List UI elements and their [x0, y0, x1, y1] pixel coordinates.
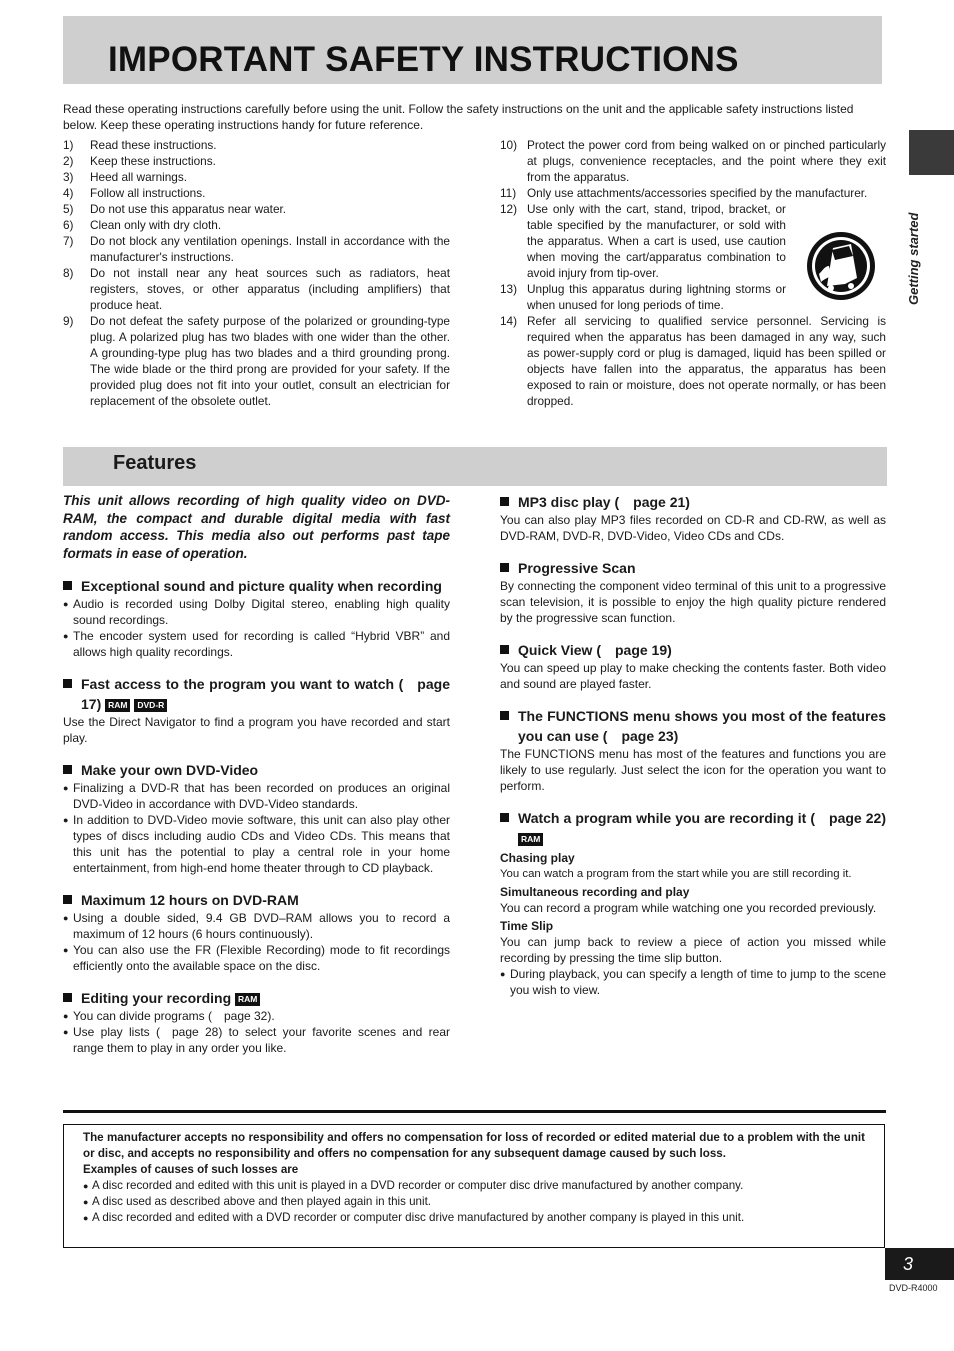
feature-bullets [500, 966, 886, 998]
feature-text: You can speed up play to make checking the contents faster. Both video and sound are played faster. [500, 661, 886, 691]
bullet-text: Audio is recorded using Dolby Digital stereo, enabling high quality sound recordings. [73, 597, 450, 627]
feature-bullets [63, 1008, 450, 1056]
item-number: 1) [63, 138, 74, 152]
square-bullet-icon [63, 765, 72, 774]
feature-heading-text: Exceptional sound and picture quality when recording [81, 578, 442, 594]
item-text: Use only with the cart, stand, tripod, bracket, or table specified by the manufacturer, or sold with the apparatus. When a cart is used, use caution when moving the cart/apparatus combination to avoid injury from tip-over. [527, 202, 786, 280]
feature-heading-text: Watch a program while you are recording it ( page 22) [518, 810, 886, 826]
item-text: Do not defeat the safety purpose of the polarized or grounding-type plug. A polarized plug has two blades with one wider than the other. A grounding-type plug has two blades and a third grounding prong. The wide blade or the third prong are provided for your safety. If the provided plug does not fit into your outlet, consult an electrician for replacement of the obsolete outlet. [90, 314, 450, 408]
feature-editing [63, 988, 450, 1056]
bullet-icon: ● [63, 1027, 69, 1037]
item-text: Refer all servicing to qualified service personnel. Servicing is required when the apparatus has been damaged in any way, such as power-supply cord or plug is damaged, liquid has been spilled or objects have fallen into the apparatus, the apparatus has been exposed to rain or moisture, does not operate normally, or has been dropped. [527, 314, 886, 408]
features-title: Features [113, 452, 197, 474]
item-number: 7) [63, 234, 74, 248]
feature-text: The FUNCTIONS menu has most of the features and functions you are likely to use regularly. Just select the icon for the operation you want to perform. [500, 747, 886, 793]
square-bullet-icon [500, 711, 509, 720]
bullet-icon: ● [83, 1181, 89, 1191]
item-number: 2) [63, 154, 74, 168]
safety-item [63, 233, 450, 265]
page-title: IMPORTANT SAFETY INSTRUCTIONS [108, 40, 739, 79]
feature-mp3 [500, 492, 886, 544]
bullet-text: Use play lists ( page 28) to select your favorite scenes and rear range them to play in any order you like. [73, 1025, 450, 1055]
bullet-text: Using a double sided, 9.4 GB DVD–RAM allows you to record a maximum of 12 hours (6 hours continuously). [73, 911, 450, 941]
item-text: Unplug this apparatus during lightning storms or when unused for long periods of time. [527, 282, 786, 312]
bullet-icon: ● [500, 969, 506, 979]
safety-item [63, 313, 450, 409]
feature-quick-view [500, 640, 886, 692]
examples-list [83, 1178, 865, 1226]
safety-item [63, 265, 450, 313]
list-item [83, 1194, 865, 1210]
list-item [83, 1210, 865, 1226]
item-text: Only use attachments/accessories specified by the manufacturer. [527, 186, 868, 200]
item-text: Protect the power cord from being walked on or pinched particularly at plugs, convenience receptacles, and the point where they exit from the apparatus. [527, 138, 886, 184]
item-text: Clean only with dry cloth. [90, 218, 222, 232]
bullet-text: During playback, you can specify a length of time to jump to the scene you wish to view. [510, 967, 886, 997]
bullet-text: The encoder system used for recording is called “Hybrid VBR” and allows high quality recordings. [73, 629, 450, 659]
safety-item [500, 313, 886, 409]
list-item [63, 812, 450, 876]
features-header-bar [63, 447, 887, 486]
list-item [500, 966, 886, 998]
feature-functions-menu [500, 706, 886, 794]
bullet-icon: ● [63, 1011, 69, 1021]
item-text: Heed all warnings. [90, 170, 188, 184]
feature-heading [500, 558, 886, 578]
list-item [83, 1178, 865, 1194]
feature-progressive-scan [500, 558, 886, 626]
time-slip-text: You can jump back to review a piece of action you missed while recording by pressing the time slip button. [500, 935, 886, 965]
square-bullet-icon [63, 581, 72, 590]
safety-item [63, 201, 450, 217]
feature-dvd-video [63, 760, 450, 876]
square-bullet-icon [500, 813, 509, 822]
item-text: Keep these instructions. [90, 154, 216, 168]
item-number: 3) [63, 170, 74, 184]
feature-heading [63, 674, 450, 714]
time-slip-title: Time Slip [500, 919, 554, 933]
bullet-text: Finalizing a DVD-R that has been recorded on produces an original DVD-Video in accordance with DVD-Video standards. [73, 781, 450, 811]
bullet-icon: ● [63, 913, 69, 923]
feature-heading-text: The FUNCTIONS menu shows you most of the features you can use ( page 23) [518, 708, 886, 744]
section-label-text: Getting started [906, 212, 921, 305]
chasing-play-title: Chasing play [500, 851, 575, 865]
item-number: 11) [500, 186, 517, 200]
example-text: A disc used as described above and then played again in this unit. [92, 1195, 432, 1208]
intro-paragraph: Read these operating instructions carefully before using the unit. Follow the safety instructions on the unit and the applicable safety instructions listed below. Keep these operating instructions handy for future reference. [63, 102, 854, 132]
feature-heading-text: MP3 disc play ( page 21) [518, 494, 690, 510]
bullet-icon: ● [83, 1213, 89, 1223]
square-bullet-icon [500, 645, 509, 654]
item-number: 6) [63, 218, 74, 232]
feature-heading-text: Maximum 12 hours on DVD-RAM [81, 892, 299, 908]
chasing-play-text: You can watch a program from the start while you are still recording it. [500, 868, 852, 880]
ram-badge: RAM [105, 699, 130, 712]
item-number: 10) [500, 138, 518, 152]
cart-tip-over-warning-icon [805, 230, 877, 302]
item-number: 5) [63, 202, 74, 216]
square-bullet-icon [500, 563, 509, 572]
feature-bullets [63, 780, 450, 876]
item-number: 14) [500, 314, 518, 328]
item-text: Read these instructions. [90, 138, 217, 152]
square-bullet-icon [500, 497, 509, 506]
ram-badge: RAM [518, 833, 543, 846]
section-tab-marker [909, 130, 954, 175]
feature-heading [500, 640, 886, 660]
feature-heading [63, 760, 450, 780]
features-lead: This unit allows recording of high quality video on DVD-RAM, the compact and durable digital media with fast random access. This media also out performs past tape formats in ease of operation. [63, 493, 450, 561]
bullet-icon: ● [63, 815, 69, 825]
bullet-text: You can divide programs ( page 32). [73, 1009, 275, 1023]
list-item [63, 596, 450, 628]
simultaneous-text: You can record a program while watching one you recorded previously. [500, 901, 877, 915]
simultaneous-title: Simultaneous recording and play [500, 885, 690, 899]
examples-title: Examples of causes of such losses are [83, 1163, 299, 1176]
feature-bullets [63, 910, 450, 974]
item-text: Follow all instructions. [90, 186, 206, 200]
feature-fast-access [63, 674, 450, 746]
feature-bullets [63, 596, 450, 660]
feature-heading [500, 808, 886, 848]
square-bullet-icon [63, 993, 72, 1002]
bullet-text: You can also use the FR (Flexible Recording) mode to fit recordings efficiently onto the available space on the disc. [73, 943, 450, 973]
safety-item [63, 153, 450, 169]
model-number: DVD-R4000 [889, 1283, 938, 1293]
item-number: 12) [500, 202, 518, 216]
square-bullet-icon [63, 679, 72, 688]
safety-item [63, 217, 450, 233]
item-number: 9) [63, 314, 74, 328]
feature-exceptional [63, 576, 450, 660]
ram-badge: RAM [235, 993, 260, 1006]
feature-heading-text: Quick View ( page 19) [518, 642, 672, 658]
list-item [63, 628, 450, 660]
safety-item [63, 137, 450, 153]
safety-item [500, 137, 886, 185]
feature-text: Use the Direct Navigator to find a program you have recorded and start play. [63, 715, 450, 745]
example-text: A disc recorded and edited with this unit is played in a DVD recorder or computer disc drive manufactured by another company. [92, 1179, 744, 1192]
example-text: A disc recorded and edited with a DVD recorder or computer disc drive manufactured by another company is played in this unit. [92, 1211, 745, 1224]
safety-item [500, 185, 886, 201]
feature-heading [63, 988, 450, 1008]
item-number: 13) [500, 282, 518, 296]
divider-rule [63, 1110, 886, 1113]
safety-item [63, 169, 450, 185]
safety-list-left [63, 137, 450, 409]
feature-heading-text: Progressive Scan [518, 560, 636, 576]
item-text: Do not install near any heat sources such as radiators, heat registers, stoves, or other apparatus (including amplifiers) that produce heat. [90, 266, 450, 312]
features-right-column [500, 492, 886, 1012]
feature-text: You can also play MP3 files recorded on CD-R and CD-RW, as well as DVD-RAM, DVD-R, DVD-Video, Video CDs and CDs. [500, 513, 886, 543]
page-number-tab [885, 1248, 954, 1280]
feature-heading [500, 492, 886, 512]
bullet-icon: ● [63, 599, 69, 609]
feature-text: By connecting the component video terminal of this unit to a progressive scan television, it is possible to enjoy the high quality picture rendered by the progressive scan function. [500, 579, 886, 625]
list-item [63, 910, 450, 942]
disclaimer-box [63, 1124, 885, 1248]
page-number: 3 [903, 1254, 914, 1274]
feature-heading-text: Fast access to the program you want to watch ( page 17) [81, 676, 450, 712]
bullet-icon: ● [63, 631, 69, 641]
disclaimer-text: The manufacturer accepts no responsibility and offers no compensation for loss of recorded or edited material due to a problem with the unit or disc, and accepts no responsibility and offers no compensation for any subsequent damage caused by such loss. [83, 1131, 865, 1160]
item-number: 8) [63, 266, 74, 280]
feature-heading [63, 576, 450, 596]
square-bullet-icon [63, 895, 72, 904]
list-item [63, 1008, 450, 1024]
features-left-column [63, 492, 450, 1070]
bullet-icon: ● [83, 1197, 89, 1207]
section-label [906, 190, 924, 310]
feature-watch-while-recording [500, 808, 886, 998]
list-item [63, 1024, 450, 1056]
feature-max-12-hours [63, 890, 450, 974]
item-text: Do not use this apparatus near water. [90, 202, 287, 216]
list-item [63, 780, 450, 812]
feature-heading-text: Make your own DVD-Video [81, 762, 259, 778]
dvd-r-badge: DVD-R [134, 699, 167, 712]
bullet-text: In addition to DVD-Video movie software, this unit can also play other types of discs including audio CDs and Video CDs. This means that this unit has the potential to play a central role in your home entertainment, from high-end home theater through to CD playback. [73, 813, 450, 875]
title-bar [63, 16, 882, 84]
item-text: Do not block any ventilation openings. Install in accordance with the manufacturer's instructions. [90, 234, 450, 264]
item-number: 4) [63, 186, 74, 200]
safety-item [63, 185, 450, 201]
list-item [63, 942, 450, 974]
feature-heading [63, 890, 450, 910]
bullet-icon: ● [63, 945, 69, 955]
feature-heading-text: Editing your recording [81, 990, 232, 1006]
feature-heading [500, 706, 886, 746]
bullet-icon: ● [63, 783, 69, 793]
